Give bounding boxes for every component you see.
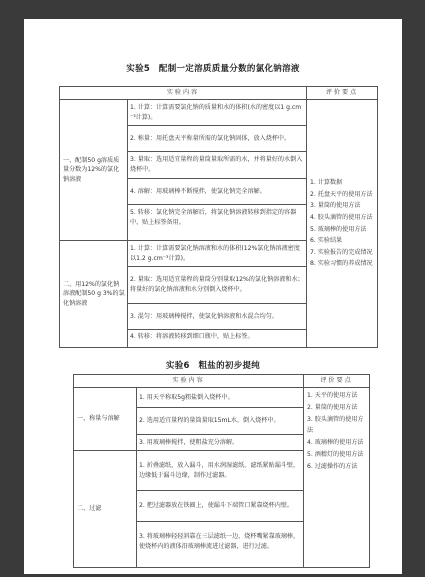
document-page bbox=[24, 19, 402, 574]
step-item: 3. 量取：选用适宜量程的量筒量取所需的水，并将量好的水倒入烧杯中。 bbox=[128, 152, 306, 179]
step-item: 4. 溶解：用玻璃棒不断搅拌，使氯化钠完全溶解。 bbox=[128, 179, 306, 205]
part-label: 一、配制50 g溶质质量分数为12%的氯化钠溶液 bbox=[60, 100, 128, 241]
steps-list bbox=[128, 241, 306, 344]
step-item: 2. 量取：选用适宜量程的量筒分别量取12%的氯化钠溶液和水；将量好的氯化钠溶液和水分别倒入烧杯中。 bbox=[128, 267, 306, 304]
step-item: 4. 转移：将溶液转移到细口瓶中，贴上标签。 bbox=[130, 333, 254, 341]
point-item: 6. 过滤操作的方法 bbox=[307, 462, 358, 470]
point-item: 2. 托盘天平的使用方法 bbox=[310, 190, 373, 198]
point-item: 4. 玻璃棒的使用方法 bbox=[307, 439, 364, 447]
header-content: 实验内容 bbox=[74, 375, 304, 388]
point-item: 7. 实验报告的完成情况 bbox=[310, 248, 373, 256]
steps-list bbox=[128, 100, 306, 230]
point-item: 2. 量筒的使用方法 bbox=[307, 403, 358, 411]
point-item: 6. 实验结果 bbox=[310, 237, 343, 245]
evaluation-points bbox=[304, 388, 370, 568]
point-item: 3. 胶头滴管的使用方法 bbox=[307, 415, 364, 435]
part-label: 二、过滤 bbox=[74, 451, 137, 568]
experiment-5-table bbox=[59, 86, 378, 348]
step-item: 2. 选用适宜量程的量筒量取15mL水，倒入烧杯中。 bbox=[137, 408, 303, 435]
header-points: 评价要点 bbox=[307, 87, 378, 100]
table-row bbox=[74, 388, 370, 451]
point-item: 5. 酒精灯的使用方法 bbox=[307, 450, 364, 458]
steps-cell bbox=[128, 241, 307, 348]
step-item: 5. 转移：氯化钠完全溶解后，将氯化钠溶液转移到指定的容器中，贴上标签备用。 bbox=[130, 208, 297, 226]
steps-list bbox=[137, 451, 303, 561]
part-label: 一、称量与溶解 bbox=[74, 388, 137, 451]
step-item: 1. 计算：计算需要氯化钠溶液和水的体积(12%氯化钠溶液密度以1.2 g.cm⁻³计算)。 bbox=[128, 241, 306, 267]
part-label: 二、用12%的氯化钠溶液配制50 g 3%的氯化钠溶液 bbox=[60, 241, 128, 348]
steps-list bbox=[137, 388, 303, 450]
step-item: 3. 混匀：用玻璃棒搅拌，使氯化钠溶液和水混合均匀。 bbox=[128, 304, 306, 330]
header-content: 实验内容 bbox=[60, 87, 307, 100]
steps-cell bbox=[128, 100, 307, 241]
point-item: 8. 实验习惯的养成情况 bbox=[310, 260, 373, 268]
evaluation-points bbox=[307, 100, 378, 348]
experiment-6-title: 实验6 粗盐的初步提纯 bbox=[165, 361, 261, 371]
point-item: 5. 玻璃棒的使用方法 bbox=[310, 225, 367, 233]
step-item: 2. 把过滤器放在铁圈上，使漏斗下端管口紧靠烧杯内壁。 bbox=[137, 491, 303, 522]
point-item: 3. 量筒的使用方法 bbox=[310, 202, 361, 210]
step-item: 3. 用玻璃棒搅拌，使粗盐充分溶解。 bbox=[139, 438, 239, 446]
step-item: 1. 用天平称取5g粗盐倒入烧杯中。 bbox=[137, 388, 303, 408]
point-item: 1. 计算数据 bbox=[310, 179, 343, 187]
header-points: 评价要点 bbox=[304, 375, 370, 388]
step-item: 1. 折叠滤纸，放入漏斗，用水润湿滤纸。滤纸紧贴漏斗壁，边缘低于漏斗边缘，制作过滤器。 bbox=[137, 451, 303, 491]
point-item: 4. 胶头滴管的使用方法 bbox=[310, 213, 373, 221]
table-row bbox=[60, 100, 378, 241]
step-item: 2. 称量：用托盘天平称量所需的氯化钠固体，放入烧杯中。 bbox=[128, 126, 306, 152]
steps-cell bbox=[137, 388, 304, 451]
experiment-5-title: 实验5 配制一定溶质质量分数的氯化钠溶液 bbox=[126, 64, 300, 74]
experiment-6-table bbox=[73, 374, 370, 568]
step-item: 3. 将玻璃棒轻轻斜靠在三层滤纸一边，烧杯嘴紧靠玻璃棒，使烧杯内的液体沿玻璃棒流进过滤器，进行过滤。 bbox=[139, 532, 300, 550]
steps-cell bbox=[137, 451, 304, 568]
step-item: 1. 计算：计算需要氯化钠的质量和水的体积(水的密度以1 g.cm⁻³计算)。 bbox=[128, 100, 306, 126]
table-header-row bbox=[60, 87, 378, 100]
table-header-row bbox=[74, 375, 370, 388]
point-item: 1. 天平的使用方法 bbox=[307, 392, 358, 399]
